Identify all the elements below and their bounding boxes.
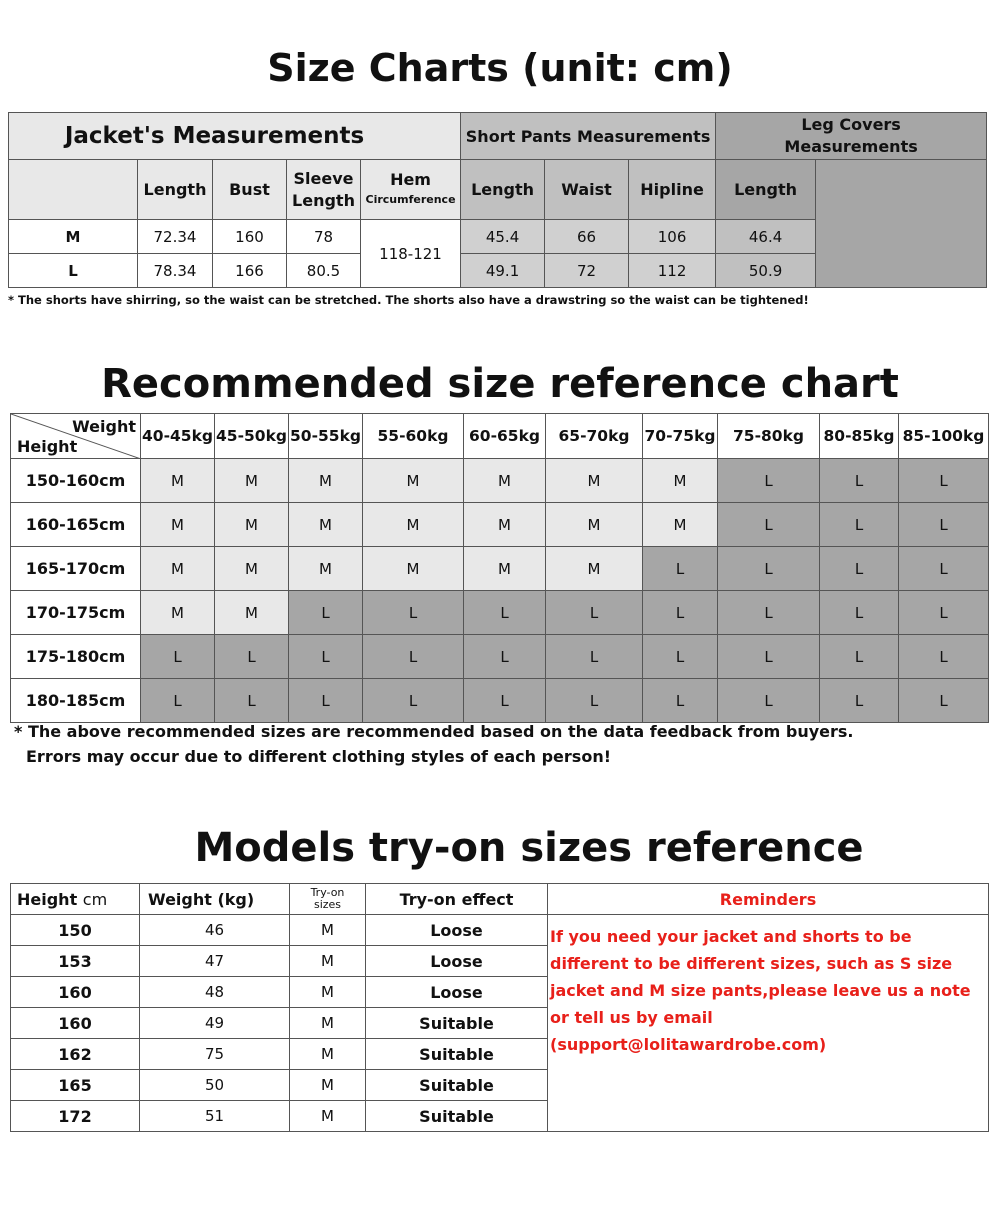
recommended-size-cell: L [141, 635, 215, 679]
bust-header: Bust [213, 160, 287, 220]
model-height-cell: 150 [11, 915, 140, 946]
model-weight-cell: 49 [140, 1008, 290, 1039]
recommended-size-cell: L [718, 503, 820, 547]
recommended-size-cell: L [820, 591, 899, 635]
recommended-size-cell: M [215, 459, 289, 503]
size-label: M [9, 220, 138, 254]
recommended-note-line-1: * The above recommended sizes are recommended based on the data feedback from buyers. [14, 722, 854, 741]
recommended-size-cell: L [289, 591, 363, 635]
leg-length-value: 46.4 [716, 220, 816, 254]
jacket-measurements-header: Jacket's Measurements [9, 113, 461, 160]
size-chart-note: * The shorts have shirring, so the waist can be stretched. The shorts also have a drawstring so the waist can be tightened! [8, 293, 809, 307]
size-label: L [9, 254, 138, 288]
model-height-cell: 160 [11, 977, 140, 1008]
table-row [11, 503, 989, 547]
recommended-size-cell: L [899, 459, 989, 503]
recommended-size-cell: L [718, 635, 820, 679]
recommended-size-cell: M [464, 503, 546, 547]
model-tryon-effect-cell: Suitable [366, 1008, 548, 1039]
reminders-header: Reminders [548, 884, 989, 915]
model-tryon-effect-cell: Loose [366, 946, 548, 977]
recommended-size-cell: L [215, 679, 289, 723]
hem-circumference-header: Hem Circumference [361, 160, 461, 220]
recommended-size-cell: L [899, 503, 989, 547]
model-weight-cell: 46 [140, 915, 290, 946]
weight-column-header: 70-75kg [643, 414, 718, 459]
model-height-cell: 160 [11, 1008, 140, 1039]
leg-covers-measurements-header: Leg Covers Measurements [716, 113, 987, 160]
recommended-size-cell: L [899, 635, 989, 679]
hipline-value: 106 [629, 220, 716, 254]
recommended-size-cell: L [718, 679, 820, 723]
recommended-note-line-2: Errors may occur due to different clothing styles of each person! [26, 747, 611, 766]
recommended-size-cell: L [363, 635, 464, 679]
weight-column-header: 80-85kg [820, 414, 899, 459]
model-height-cell: 172 [11, 1101, 140, 1132]
hipline-header: Hipline [629, 160, 716, 220]
corner-height-label: Height [17, 437, 78, 456]
bust-value: 166 [213, 254, 287, 288]
model-weight-cell: 48 [140, 977, 290, 1008]
recommended-size-cell: M [546, 503, 643, 547]
jacket-length-value: 78.34 [138, 254, 213, 288]
table-row [11, 459, 989, 503]
waist-value: 66 [545, 220, 629, 254]
model-weight-cell: 51 [140, 1101, 290, 1132]
recommended-size-cell: L [215, 635, 289, 679]
model-height-cell: 162 [11, 1039, 140, 1070]
recommended-size-cell: L [363, 679, 464, 723]
hem-circumference-value: 118-121 [361, 220, 461, 288]
recommended-size-cell: L [546, 635, 643, 679]
height-range-label: 160-165cm [11, 503, 141, 547]
recommended-size-cell: M [546, 547, 643, 591]
recommended-size-cell: M [289, 503, 363, 547]
recommended-size-cell: L [464, 635, 546, 679]
height-range-label: 175-180cm [11, 635, 141, 679]
recommended-size-cell: M [215, 547, 289, 591]
weight-column-header: Weight (kg) [140, 884, 290, 915]
model-weight-cell: 47 [140, 946, 290, 977]
size-label-header-cell [9, 160, 138, 220]
recommended-size-cell: M [215, 591, 289, 635]
weight-column-header: 45-50kg [215, 414, 289, 459]
weight-column-header: 60-65kg [464, 414, 546, 459]
table-row [11, 547, 989, 591]
recommended-size-cell: L [820, 547, 899, 591]
waist-header: Waist [545, 160, 629, 220]
size-chart-title: Size Charts (unit: cm) [267, 46, 733, 90]
recommended-size-cell: M [643, 459, 718, 503]
leg-covers-blank-cell [816, 160, 987, 288]
recommended-size-cell: L [643, 635, 718, 679]
recommended-size-cell: L [899, 547, 989, 591]
model-tryon-size-cell: M [290, 1039, 366, 1070]
jacket-length-header: Length [138, 160, 213, 220]
recommended-size-cell: M [363, 459, 464, 503]
model-tryon-effect-cell: Suitable [366, 1101, 548, 1132]
shorts-length-value: 45.4 [461, 220, 545, 254]
waist-value: 72 [545, 254, 629, 288]
recommended-size-cell: L [546, 679, 643, 723]
model-tryon-effect-cell: Loose [366, 915, 548, 946]
recommended-size-cell: M [363, 547, 464, 591]
recommended-size-cell: M [643, 503, 718, 547]
recommended-size-cell: L [820, 679, 899, 723]
recommended-size-cell: L [546, 591, 643, 635]
table-row [11, 679, 989, 723]
size-chart-table [8, 112, 987, 288]
recommended-size-cell: L [718, 459, 820, 503]
recommended-size-cell: L [643, 679, 718, 723]
recommended-chart-title: Recommended size reference chart [101, 361, 899, 407]
jacket-length-value: 72.34 [138, 220, 213, 254]
table-row [11, 915, 989, 946]
recommended-size-cell: L [643, 547, 718, 591]
corner-weight-label: Weight [72, 417, 136, 436]
model-tryon-effect-cell: Suitable [366, 1070, 548, 1101]
recommended-size-cell: M [141, 503, 215, 547]
model-tryon-effect-cell: Loose [366, 977, 548, 1008]
model-weight-cell: 50 [140, 1070, 290, 1101]
model-tryon-size-cell: M [290, 977, 366, 1008]
recommended-size-cell: M [464, 459, 546, 503]
recommended-size-cell: L [363, 591, 464, 635]
model-tryon-size-cell: M [290, 1101, 366, 1132]
recommended-size-cell: L [899, 591, 989, 635]
model-height-cell: 165 [11, 1070, 140, 1101]
recommended-size-cell: L [464, 591, 546, 635]
height-range-label: 150-160cm [11, 459, 141, 503]
bust-value: 160 [213, 220, 287, 254]
recommended-size-cell: M [363, 503, 464, 547]
weight-height-corner-cell [11, 414, 141, 459]
shorts-length-header: Length [461, 160, 545, 220]
recommended-size-cell: L [899, 679, 989, 723]
sleeve-length-header: Sleeve Length [287, 160, 361, 220]
recommended-size-cell: M [215, 503, 289, 547]
weight-column-header: 75-80kg [718, 414, 820, 459]
recommended-size-cell: L [289, 635, 363, 679]
leg-length-header: Length [716, 160, 816, 220]
recommended-size-cell: L [718, 591, 820, 635]
model-tryon-effect-cell: Suitable [366, 1039, 548, 1070]
sleeve-length-value: 78 [287, 220, 361, 254]
height-range-label: 170-175cm [11, 591, 141, 635]
model-tryon-size-cell: M [290, 1008, 366, 1039]
weight-column-header: 40-45kg [141, 414, 215, 459]
recommended-size-table [10, 413, 989, 723]
recommended-size-cell: M [141, 591, 215, 635]
recommended-size-cell: L [820, 503, 899, 547]
recommended-size-cell: L [820, 459, 899, 503]
short-pants-measurements-header: Short Pants Measurements [461, 113, 716, 160]
recommended-size-cell: M [289, 459, 363, 503]
table-row [11, 591, 989, 635]
height-column-header: Height cm [11, 884, 140, 915]
hipline-value: 112 [629, 254, 716, 288]
model-tryon-size-cell: M [290, 946, 366, 977]
models-reference-title: Models try-on sizes reference [194, 825, 864, 871]
recommended-size-cell: M [289, 547, 363, 591]
recommended-size-cell: L [289, 679, 363, 723]
recommended-size-cell: M [464, 547, 546, 591]
weight-column-header: 65-70kg [546, 414, 643, 459]
recommended-size-cell: L [643, 591, 718, 635]
model-tryon-size-cell: M [290, 915, 366, 946]
recommended-size-cell: M [141, 459, 215, 503]
recommended-size-cell: L [820, 635, 899, 679]
recommended-size-cell: M [141, 547, 215, 591]
model-weight-cell: 75 [140, 1039, 290, 1070]
weight-column-header: 50-55kg [289, 414, 363, 459]
sleeve-length-value: 80.5 [287, 254, 361, 288]
height-range-label: 165-170cm [11, 547, 141, 591]
reminders-text: If you need your jacket and shorts to be different to be different sizes, such as S size jacket and M size pants,please leave us a note or tell us by email (support@lolitawardrobe.com) [548, 915, 989, 1132]
weight-column-header: 85-100kg [899, 414, 989, 459]
leg-length-value: 50.9 [716, 254, 816, 288]
shorts-length-value: 49.1 [461, 254, 545, 288]
models-tryon-table [10, 883, 989, 1132]
recommended-size-cell: L [718, 547, 820, 591]
recommended-size-cell: L [141, 679, 215, 723]
recommended-size-cell: M [546, 459, 643, 503]
recommended-size-cell: L [464, 679, 546, 723]
tryon-effect-column-header: Try-on effect [366, 884, 548, 915]
height-range-label: 180-185cm [11, 679, 141, 723]
model-height-cell: 153 [11, 946, 140, 977]
weight-column-header: 55-60kg [363, 414, 464, 459]
table-row [11, 635, 989, 679]
tryon-size-column-header: Try-on sizes [290, 884, 366, 915]
model-tryon-size-cell: M [290, 1070, 366, 1101]
